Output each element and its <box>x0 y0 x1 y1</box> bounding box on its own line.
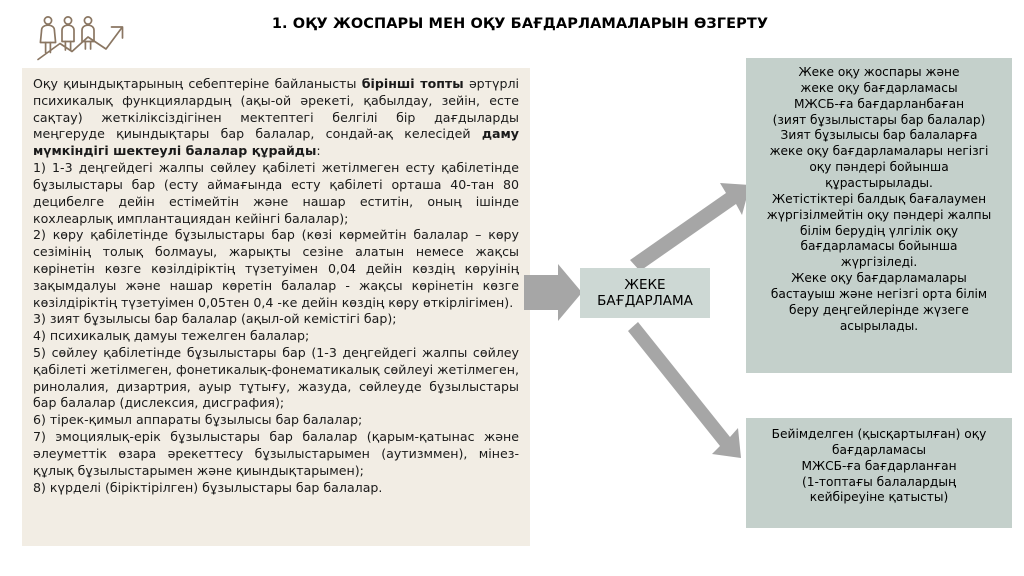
body-text: 1) 1-3 деңгейдегі жалпы сөйлеу қабілеті жетілмеген есту қабілетінде бұзылыстары бар (есту аймағында есту қабілеті орташа 40-тан 80 децибелге дейін естімейтін және нашар еститін, оның ішінде кохлеарлық имплантациядан кейінгі балалар); <box>33 160 519 226</box>
description-paragraph <box>33 227 519 311</box>
arrow-center-to-bottom-right <box>628 322 741 458</box>
box-text-line: оқу пәндері бойынша <box>809 160 949 175</box>
body-text: 7) эмоциялық-ерік бұзылыстары бар балалар (қарым-қатынас және әлеуметтік өзара әрекеттесу бұзылыстарымен (аутизммен), мінез-құлық бұзылыстарымен және қиындықтарымен); <box>33 429 519 478</box>
box-text-line: Зият бұзылысы бар балаларға <box>780 128 978 143</box>
box-text-line: МЖСБ-ға бағдарланған <box>801 458 957 473</box>
body-text: 8) күрделі (біріктірілген) бұзылыстары бар балалар. <box>33 479 383 495</box>
box-individual-curriculum <box>746 58 1012 373</box>
box-text-line: Бейімделген (қысқартылған) оқу <box>771 427 987 441</box>
box-text-line: Жетістіктері балдық бағалаумен <box>771 191 987 206</box>
center-node-label-line2: БАҒДАРЛАМА <box>597 293 693 309</box>
body-text: Оқу қиындықтарының себептеріне байланысты <box>33 76 362 91</box>
box-text-line: асырылады. <box>839 318 919 333</box>
box-text-line: білім берудің үлгілік оқу <box>799 223 959 238</box>
box-text-line: жеке оқу бағдарламасы <box>800 80 958 95</box>
center-node-label-line1: ЖЕКЕ <box>624 276 666 293</box>
main-description-panel <box>22 68 530 546</box>
description-paragraph <box>33 412 519 429</box>
body-text: 2) көру қабілетінде бұзылыстары бар (көзі көрмейтін балалар – көру сезімінің толық болмауы, жарықты сезіне алатын немесе жақсы көрінетін көзге көзілдіріктің түзетуімен 0,04 дейін көздің көруінің зақымдалуы және нашар көретін балалар - жақсы көрінетін көзге көзілдіріктің түзетуімен 0,05тен 0,4 -ке дейін көздің көру өткірлігімен). <box>33 227 519 310</box>
box-text-line: беру деңгейлерінде жүзеге <box>789 302 969 317</box>
body-text: 3) зият бұзылысы бар балалар (ақыл-ой кемістігі бар); <box>33 311 397 327</box>
header-logo <box>26 6 138 68</box>
description-paragraph <box>33 328 519 345</box>
box-text-line: бағдарламасы бойынша <box>800 239 958 254</box>
body-text: әртүрлі психикалық функциялардың (ақы-ой әрекеті, қабылдау, зейін, есте сақтау) жеткіліксіздігінен мектептегі белгілі бір дағдыларды меңгеруде қиындықтары бар балалар, сондай-ақ келесідей <box>33 76 520 142</box>
box-text-line: (зият бұзылыстары бар балалар) <box>772 112 986 127</box>
box-text-line: жеке оқу бағдарламалары негізгі <box>769 144 989 159</box>
box-text-line: құрастырылады. <box>825 176 933 191</box>
box-text-line: (1-топтағы балалардың <box>801 474 957 489</box>
box-text-line: МЖСБ-ға бағдарланбаған <box>793 96 965 111</box>
center-node-individual-program <box>580 268 710 318</box>
body-text: 6) тірек-қимыл аппараты бұзылысы бар балалар; <box>33 412 363 428</box>
arrow-into-center <box>524 264 582 321</box>
page-title: 1. ОҚУ ЖОСПАРЫ МЕН ОҚУ БАҒДАРЛАМАЛАРЫН ӨЗГЕРТУ <box>271 16 769 32</box>
body-text: 5) сөйлеу қабілетінде бұзылыстары бар (1-3 деңгейдегі жалпы сөйлеу қабілеті жетілмеген, фонетикалық-фонематикалық сөйлеуі жетілмеген, ринолалия, дизартрия, ауыр тұтығу, жазуда, сөйлеуде бұзылыстары бар балалар (дислексия, дисграфия); <box>33 345 520 411</box>
box-adapted-curriculum <box>746 418 1012 528</box>
description-paragraph <box>33 429 519 479</box>
description-paragraph <box>33 76 519 160</box>
box-text-line: Жеке оқу жоспары және <box>798 65 960 79</box>
box-text-line: Жеке оқу бағдарламалары <box>791 271 967 286</box>
box-text-line: бағдарламасы <box>831 442 927 457</box>
box-text-line: жүргізілмейтін оқу пәндері жалпы <box>766 207 992 222</box>
description-paragraph <box>33 480 519 497</box>
box-text-line: жүргізіледі. <box>840 255 918 270</box>
body-text: 4) психикалық дамуы тежелген балалар; <box>33 328 310 344</box>
description-paragraph <box>33 345 519 412</box>
people-growth-chart-icon <box>26 6 138 68</box>
emphasis-text: даму мүмкіндігі шектеулі балалар құрайды <box>33 126 519 159</box>
box-text-line: бастауыш және негізгі орта білім <box>770 287 988 302</box>
body-text: : <box>316 143 321 159</box>
box-text-line: кейбіреуіне қатысты) <box>809 490 949 505</box>
description-paragraph <box>33 160 519 227</box>
emphasis-text: бірінші топты <box>361 76 464 91</box>
description-paragraph <box>33 311 519 328</box>
arrow-center-to-top-right <box>630 183 750 271</box>
